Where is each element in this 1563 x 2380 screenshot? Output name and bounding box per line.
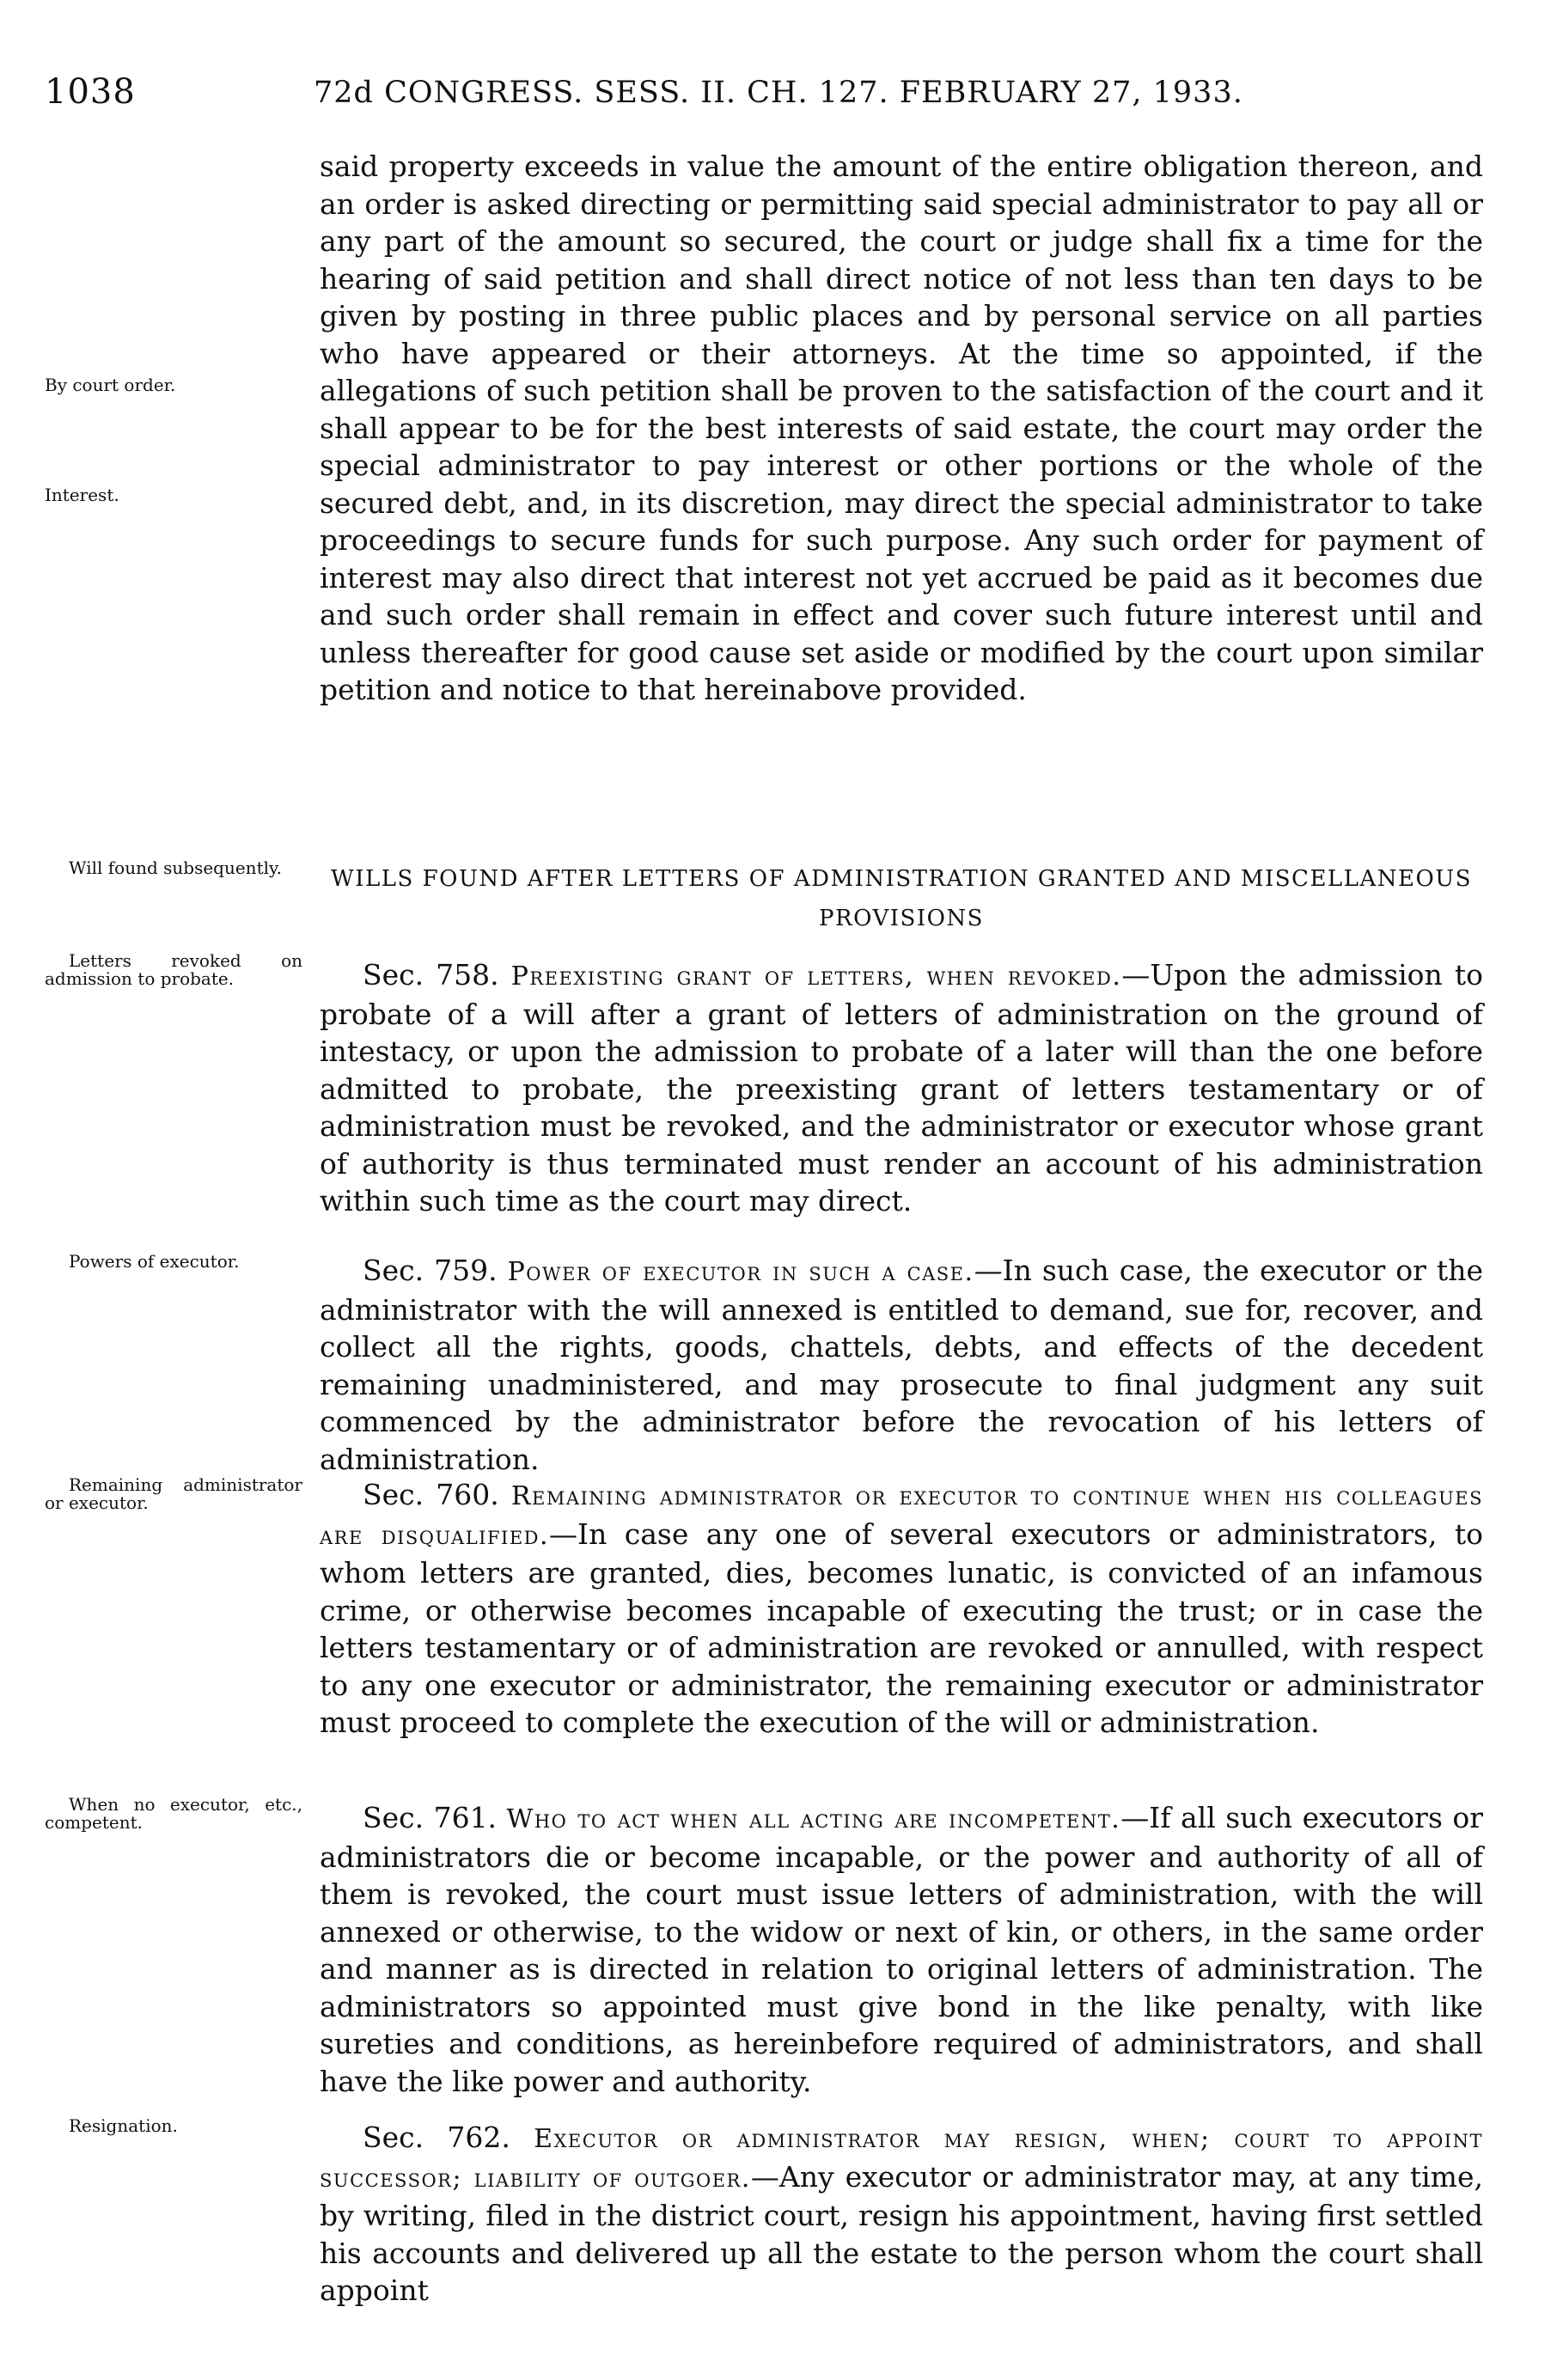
margin-note-letters-revoked: Letters revoked on admission to probate.	[45, 950, 302, 989]
margin-note-by-court-order: By court order.	[45, 375, 176, 395]
section-text: —In such case, the executor or the administrator with the will annexed is entitled to demand, sue for, recover, and collect all the rights, goods, chattels, debts, and effects of the decedent remaining unadministered, and may prosecute to final judgment any suit commenced by the administrator before the revocation of his letters of administration.	[320, 1254, 1483, 1476]
page-header	[0, 72, 1563, 115]
margin-note-remaining-administrator: Remaining administrator or executor.	[45, 1474, 302, 1513]
margin-note-powers-of-executor: Powers of executor.	[69, 1251, 240, 1272]
margin-note-will-found: Will found subsequently.	[69, 857, 282, 878]
section-762	[320, 2119, 1483, 2310]
section-758	[320, 956, 1483, 1220]
section-number: Sec. 761.	[363, 1801, 498, 1834]
section-number: Sec. 760.	[363, 1478, 499, 1511]
section-759	[320, 1252, 1483, 1478]
section-text: —If all such executors or administrators die or become incapable, or the power and authority of all of them is revoked, the court must issue letters of administration, with the will annexed or otherwise, to the widow or next of kin, or others, in the same order and manner as is directed in relation to original letters of administration. The administrators so appointed must give bond in the like penalty, with like sureties and conditions, as hereinbefore required of administrators, and shall have the like power and authority.	[320, 1801, 1483, 2098]
section-title: Who to act when all acting are incompetent.	[506, 1804, 1121, 1834]
section-text: —In case any one of several executors or administrators, to whom letters are granted, dies, becomes lunatic, is convicted of an infamous crime, or otherwise becomes incapable of executing the trust; or in case the letters testamentary or of administration are revoked or annulled, with respect to any one executor or administrator, the remaining executor or administrator must proceed to complete the execution of the will or administration.	[320, 1516, 1484, 1739]
continued-paragraph	[320, 148, 1483, 709]
margin-note-when-no-executor: When no executor, etc., competent.	[45, 1794, 302, 1833]
section-title: Power of executor in such a case.	[507, 1257, 974, 1287]
margin-note-interest: Interest.	[45, 485, 119, 505]
section-number: Sec. 762.	[363, 2121, 510, 2154]
section-title: Remaining administrator or executor to continue when his colleagues are disqualified.	[320, 1481, 1483, 1551]
section-title: Executor or administrator may resign, when; court to appoint successor; liability of outgoer.	[320, 2124, 1483, 2194]
running-head: 72d CONGRESS. SESS. II. CH. 127. FEBRUARY 27, 1933.	[314, 76, 1243, 110]
section-760	[320, 1476, 1483, 1742]
margin-note-resignation: Resignation.	[69, 2115, 178, 2136]
division-heading: WILLS FOUND AFTER LETTERS OF ADMINISTRATION GRANTED AND MISCELLANEOUS PROVISIONS	[330, 866, 1473, 931]
section-text: —Any executor or administrator may, at any time, by writing, filed in the district court, resign his appointment, having first settled his accounts and delivered up all the estate to the person whom the court shall appoint	[320, 2159, 1483, 2307]
page-number: 1038	[45, 72, 136, 112]
paragraph-text: said property exceeds in value the amount of the entire obligation thereon, and an order is asked directing or permitting said special administrator to pay all or any part of the amount so secured, the court or judge shall fix a time for the hearing of said petition and shall direct notice of not less than ten days to be given by posting in three public places and by personal service on all parties who have appeared or their attorneys. At the time so appointed, if the allegations of such petition shall be proven to the satisfaction of the court and it shall appear to be for the best interests of said estate, the court may order the special administrator to pay interest or other portions or the whole of the secured debt, and, in its discretion, may direct the special administrator to take proceedings to secure funds for such purpose. Any such order for payment of interest may also direct that interest not yet accrued be paid as it becomes due and such order shall remain in effect and cover such future interest until and unless thereafter for good cause set aside or modified by the court upon similar petition and notice to that hereinabove provided.	[320, 150, 1483, 706]
section-761	[320, 1799, 1483, 2100]
section-number: Sec. 759.	[363, 1254, 498, 1287]
section-text: —Upon the admission to probate of a will after a grant of letters of administration on the ground of intestacy, or upon the admission to probate of a later will than the one before admitted to probate, the preexisting grant of letters testamentary or of administration must be revoked, and the administrator or executor whose grant of authority is thus terminated must render an account of his administration within such time as the court may direct.	[320, 958, 1484, 1217]
section-number: Sec. 758.	[363, 958, 499, 992]
section-title: Preexisting grant of letters, when revoked.	[510, 961, 1122, 992]
